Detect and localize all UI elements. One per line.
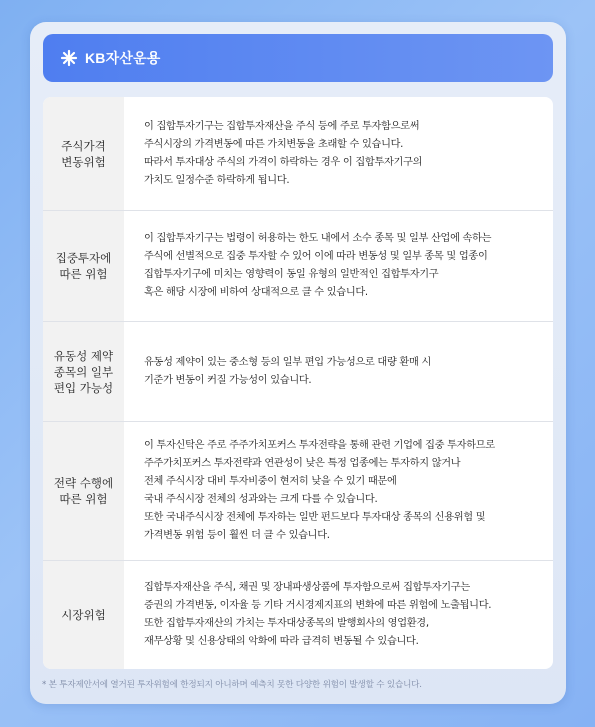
risk-line: 이 투자신탁은 주로 주주가치포커스 투자전략을 통해 관련 기업에 집중 투자하므로 xyxy=(144,440,495,451)
risk-line: 유동성 제약이 있는 중소형 등의 일부 편입 가능성으로 대량 환매 시 xyxy=(144,356,431,368)
risk-line: 전체 주식시장 대비 투자비중이 현저히 낮을 수 있기 때문에 xyxy=(144,476,397,487)
risk-line: 기준가 변동이 커질 가능성이 있습니다. xyxy=(144,374,312,386)
risk-description xyxy=(124,422,553,560)
risk-description xyxy=(124,561,553,669)
risk-line: 집합투자재산을 주식, 채권 및 장내파생상품에 투자함으로써 집합투자기구는 xyxy=(144,582,470,593)
disclaimer-footnote: * 본 투자제안서에 열거된 투자위험에 한정되지 아니하며 예측치 못한 다양한 위험이 발생할 수 있습니다. xyxy=(42,680,422,690)
risk-description xyxy=(124,322,553,421)
risk-line: 증권의 가격변동, 이자율 등 기타 거시경제지표의 변화에 따른 위험에 노출됩니다. xyxy=(144,600,492,611)
brand-header xyxy=(43,34,553,82)
risk-line: 집합투자기구에 미치는 영향력이 동일 유형의 일반적인 집합투자기구 xyxy=(144,269,439,280)
risk-line: 또한 국내주식시장 전체에 투자하는 일반 펀드보다 투자대상 종목의 신용위험 및 xyxy=(144,512,486,523)
risk-line: 주주가치포커스 투자전략과 연관성이 낮은 특정 업종에는 투자하지 않거나 xyxy=(144,458,461,469)
risk-label: 유동성 제약 종목의 일부 편입 가능성 xyxy=(43,322,124,421)
risk-description xyxy=(124,97,553,210)
risk-line: 이 집합투자기구는 법령이 허용하는 한도 내에서 소수 종목 및 일부 산업에 속하는 xyxy=(144,233,492,244)
risk-label: 시장위험 xyxy=(43,561,124,669)
risk-line: 이 집합투자기구는 집합투자재산을 주식 등에 주로 투자함으로써 xyxy=(144,120,420,132)
risk-table xyxy=(43,97,553,669)
risk-line: 또한 집합투자재산의 가치는 투자대상종목의 발행회사의 영업환경, xyxy=(144,618,429,629)
risk-row xyxy=(43,97,553,211)
risk-row xyxy=(43,322,553,422)
risk-description xyxy=(124,211,553,321)
risk-line: 주식에 선별적으로 집중 투자할 수 있어 이에 따라 변동성 및 일부 종목 및 업종이 xyxy=(144,251,488,262)
risk-line: 재무상황 및 신용상태의 악화에 따라 급격히 변동될 수 있습니다. xyxy=(144,636,419,647)
risk-label: 주식가격 변동위험 xyxy=(43,97,124,210)
risk-line: 혹은 해당 시장에 비하여 상대적으로 클 수 있습니다. xyxy=(144,287,368,298)
risk-line: 가격변동 위험 등이 훨씬 더 클 수 있습니다. xyxy=(144,530,330,541)
risk-row xyxy=(43,211,553,322)
brand-name: KB자산운용 xyxy=(85,50,161,66)
risk-row xyxy=(43,422,553,561)
risk-row xyxy=(43,561,553,669)
risk-label: 집중투자에 따른 위험 xyxy=(43,211,124,321)
risk-line: 가치도 일정수준 하락하게 됩니다. xyxy=(144,174,290,186)
risk-line: 따라서 투자대상 주식의 가격이 하락하는 경우 이 집합투자기구의 xyxy=(144,156,423,168)
kb-star-icon xyxy=(56,48,82,68)
risk-line: 주식시장의 가격변동에 따른 가치변동을 초래할 수 있습니다. xyxy=(144,138,404,150)
risk-line: 국내 주식시장 전체의 성과와는 크게 다를 수 있습니다. xyxy=(144,494,378,505)
risk-label: 전략 수행에 따른 위험 xyxy=(43,422,124,560)
risk-card xyxy=(30,22,566,704)
